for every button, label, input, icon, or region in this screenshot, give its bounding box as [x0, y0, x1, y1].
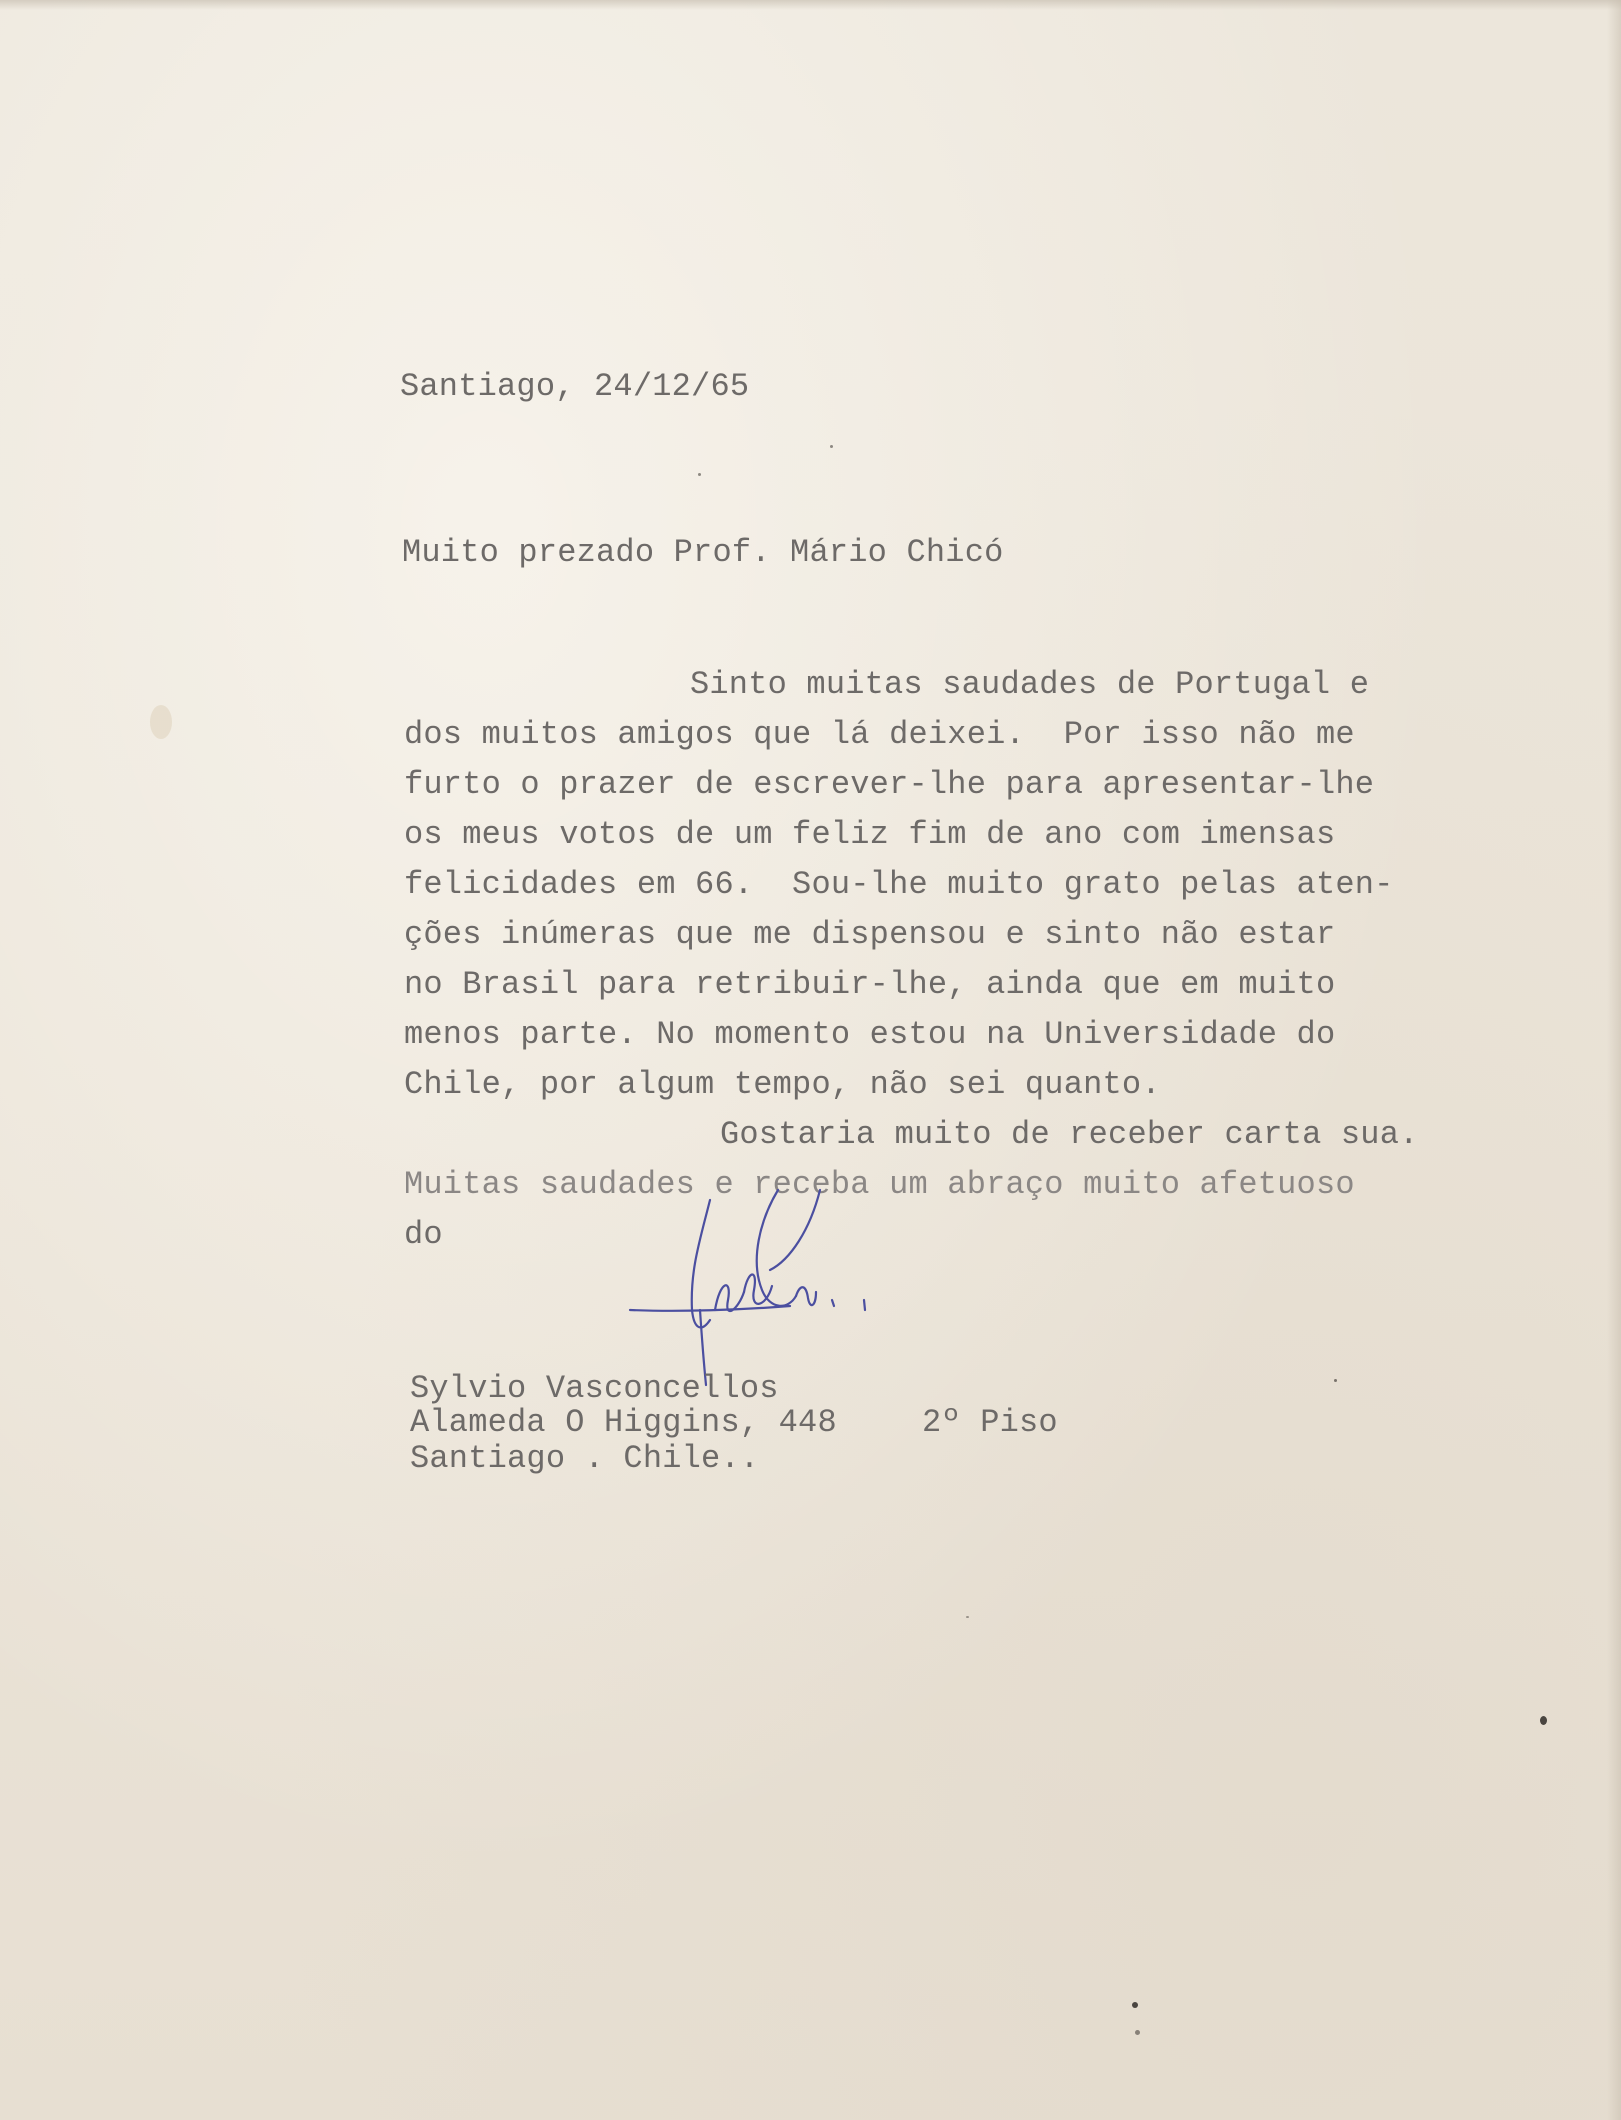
- paper-stain: [150, 705, 172, 739]
- letter-body-line: dos muitos amigos que lá deixei. Por isso não me: [404, 716, 1355, 753]
- letter-body-line: menos parte. No momento estou na Universidade do: [404, 1016, 1336, 1053]
- signature-stroke: [692, 1200, 710, 1327]
- letter-salutation: Muito prezado Prof. Mário Chicó: [402, 534, 1004, 571]
- paper-speck: [1334, 1379, 1337, 1382]
- letter-body-line: no Brasil para retribuir-lhe, ainda que em muito: [404, 966, 1336, 1003]
- signature-stroke: [715, 1285, 744, 1311]
- signature-stroke: [770, 1190, 820, 1270]
- letter-body-line: do: [404, 1216, 443, 1253]
- paper-speck: [1135, 2030, 1140, 2035]
- paper-top-edge: [0, 0, 1621, 10]
- letter-body-line: Muitas saudades e receba um abraço muito afetuoso: [404, 1166, 1355, 1203]
- paper-speck: [698, 473, 701, 476]
- sender-floor: 2º Piso: [922, 1404, 1058, 1441]
- signature-stroke: [630, 1306, 790, 1311]
- paper-right-edge: [1607, 0, 1621, 2120]
- signature-stroke: [864, 1300, 865, 1310]
- sender-city: Santiago . Chile..: [410, 1440, 760, 1477]
- letter-body-line: felicidades em 66. Sou-lhe muito grato pelas aten-: [404, 866, 1394, 903]
- paper-speck: [1132, 2002, 1138, 2008]
- paper-speck: [830, 445, 833, 448]
- letter-body-line: Gostaria muito de receber carta sua.: [720, 1116, 1419, 1153]
- letter-body-line: Chile, por algum tempo, não sei quanto.: [404, 1066, 1161, 1103]
- letter-dateline: Santiago, 24/12/65: [400, 368, 750, 405]
- paper-speck: [966, 1616, 969, 1618]
- signature-stroke: [832, 1300, 834, 1306]
- letter-body-line: furto o prazer de escrever-lhe para apresentar-lhe: [404, 766, 1375, 803]
- handwritten-signature: [620, 1160, 920, 1390]
- sender-name: Sylvio Vasconcellos: [410, 1370, 779, 1407]
- letter-body-line: Sinto muitas saudades de Portugal e: [690, 666, 1370, 703]
- paper-speck: [1540, 1716, 1547, 1725]
- signature-stroke: [796, 1287, 816, 1305]
- letter-body-line: os meus votos de um feliz fim de ano com imensas: [404, 816, 1336, 853]
- letter-body-line: ções inúmeras que me dispensou e sinto não estar: [404, 916, 1336, 953]
- signature-stroke: [757, 1190, 796, 1306]
- sender-address: Alameda O Higgins, 448: [410, 1404, 837, 1441]
